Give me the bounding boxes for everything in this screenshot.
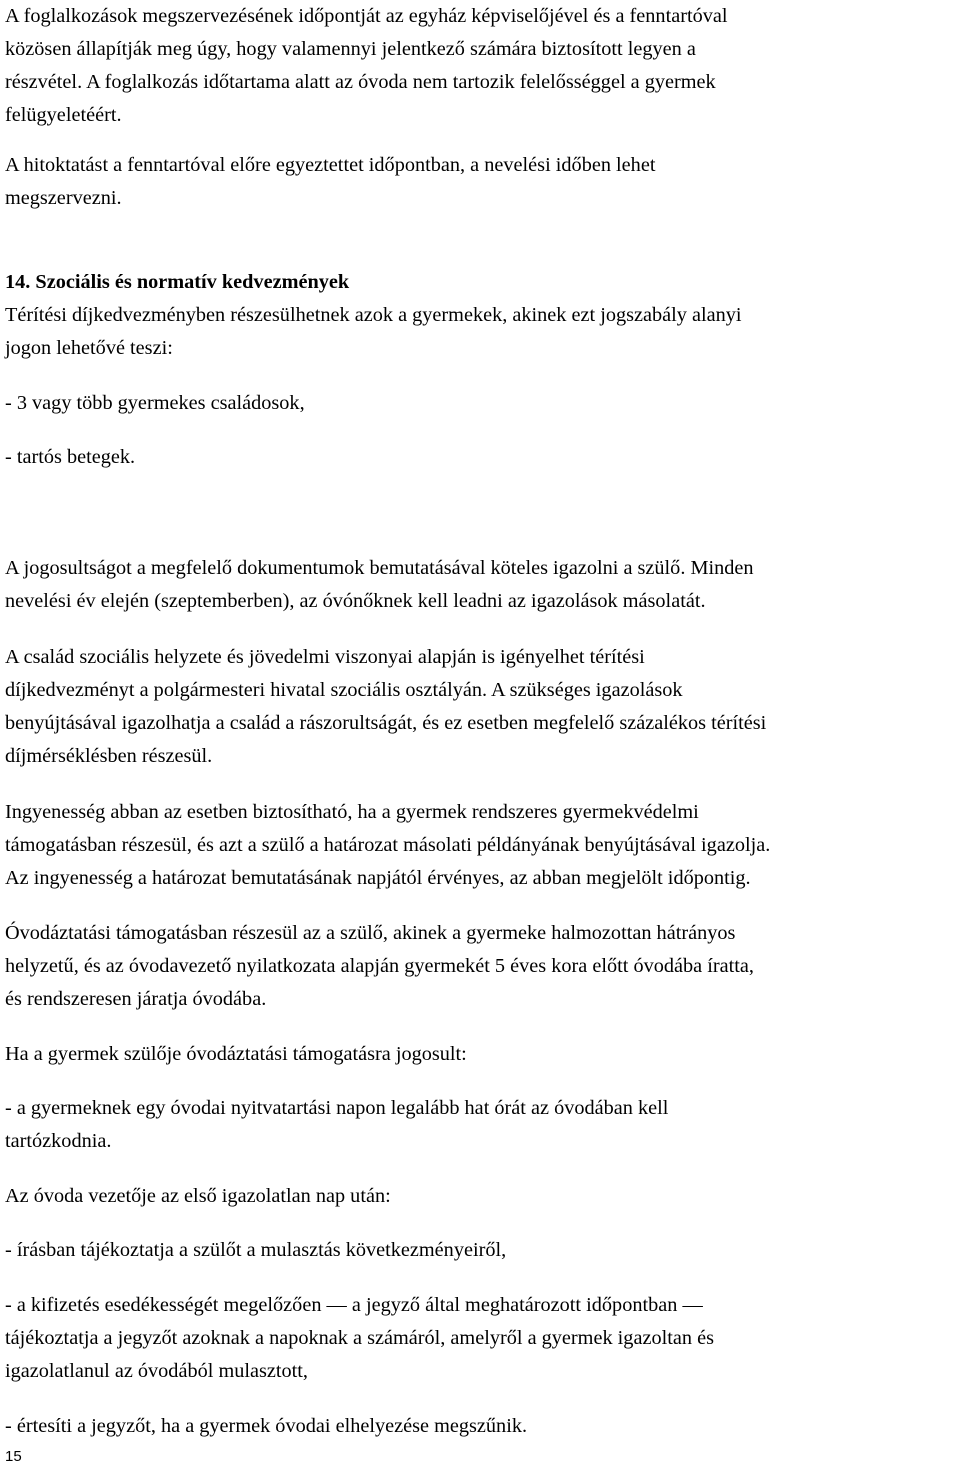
paragraph-jogosultsag	[5, 552, 957, 618]
text-line: díjmérséklésben részesül.	[5, 745, 213, 767]
text-line: Térítési díjkedvezményben részesülhetnek azok a gyermekek, akinek ezt jogszabály alanyi	[5, 304, 742, 326]
text-line: A foglalkozások megszervezésének időpontját az egyház képviselőjével és a fenntartóval	[5, 5, 728, 27]
text-line: - írásban tájékoztatja a szülőt a mulasztás következményeiről,	[5, 1239, 507, 1261]
text-line: Ha a gyermek szülője óvodáztatási támogatásra jogosult:	[5, 1043, 467, 1065]
paragraph-jogosult-szulo	[5, 1038, 957, 1071]
paragraph-szocialis-helyzet	[5, 641, 957, 773]
text-line: A család szociális helyzete és jövedelmi viszonyai alapján is igényelhet térítési	[5, 646, 645, 668]
section-heading: 14. Szociális és normatív kedvezmények	[5, 271, 350, 293]
text-line: helyzetű, és az óvodavezető nyilatkozata alapján gyermekét 5 éves kora előtt óvodába íratta,	[5, 955, 754, 977]
text-line: Az ingyenesség a határozat bemutatásának napjától érvényes, az abban megjelölt időpontig.	[5, 867, 751, 889]
list-item: - 3 vagy több gyermekes családosok,	[5, 392, 305, 414]
list-item	[5, 1092, 957, 1158]
paragraph-ovodaztatasi-tamogatas	[5, 917, 957, 1016]
text-line: - a kifizetés esedékességét megelőzően — a jegyző által meghatározott időpontban —	[5, 1294, 703, 1316]
text-line: - a gyermeknek egy óvodai nyitvatartási napon legalább hat órát az óvodában kell	[5, 1097, 669, 1119]
text-line: díjkedvezményt a polgármesteri hivatal szociális osztályán. A szükséges igazolások	[5, 679, 683, 701]
text-line: közösen állapítják meg úgy, hogy valamennyi jelentkező számára biztosított legyen a	[5, 38, 696, 60]
text-line: Ingyenesség abban az esetben biztosítható, ha a gyermek rendszeres gyermekvédelmi	[5, 801, 699, 823]
page-number: 15	[5, 1448, 22, 1465]
text-line: megszervezni.	[5, 187, 122, 209]
text-line: tartózkodnia.	[5, 1130, 112, 1152]
section-14	[5, 266, 957, 365]
text-line: benyújtásával igazolhatja a család a rászorultságát, és ez esetben megfelelő százalékos térítési	[5, 712, 767, 734]
text-line: - értesíti a jegyzőt, ha a gyermek óvodai elhelyezése megszűnik.	[5, 1415, 528, 1437]
list-item	[5, 1234, 957, 1267]
text-line: nevelési év elején (szeptemberben), az óvónőknek kell leadni az igazolások másolatát.	[5, 590, 706, 612]
paragraph-ovoda-vezetoje	[5, 1180, 957, 1213]
paragraph-hitoktatas-idopont	[5, 149, 957, 215]
paragraph-ingyenesseg	[5, 796, 957, 895]
paragraph-hitoktatas-szervezes	[5, 0, 957, 132]
text-line: részvétel. A foglalkozás időtartama alatt az óvoda nem tartozik felelősséggel a gyermek	[5, 71, 716, 93]
text-line: Óvodáztatási támogatásban részesül az a szülő, akinek a gyermeke halmozottan hátrányos	[5, 922, 736, 944]
text-line: A jogosultságot a megfelelő dokumentumok bemutatásával köteles igazolni a szülő. Minden	[5, 557, 754, 579]
text-line: tájékoztatja a jegyzőt azoknak a napoknak a számáról, amelyről a gyermek igazoltan és	[5, 1327, 714, 1349]
text-line: igazolatlanul az óvodából mulasztott,	[5, 1360, 309, 1382]
list-item	[5, 1410, 957, 1443]
text-line: támogatásban részesül, és azt a szülő a határozat másolati példányának benyújtásával igazolja.	[5, 834, 771, 856]
text-line: és rendszeresen járatja óvodába.	[5, 988, 267, 1010]
text-line: A hitoktatást a fenntartóval előre egyeztettet időpontban, a nevelési időben lehet	[5, 154, 656, 176]
list-item	[5, 1289, 957, 1388]
list-item: - tartós betegek.	[5, 446, 136, 468]
text-line: felügyeletéért.	[5, 104, 122, 126]
text-line: Az óvoda vezetője az első igazolatlan nap után:	[5, 1185, 391, 1207]
text-line: jogon lehetővé teszi:	[5, 337, 173, 359]
